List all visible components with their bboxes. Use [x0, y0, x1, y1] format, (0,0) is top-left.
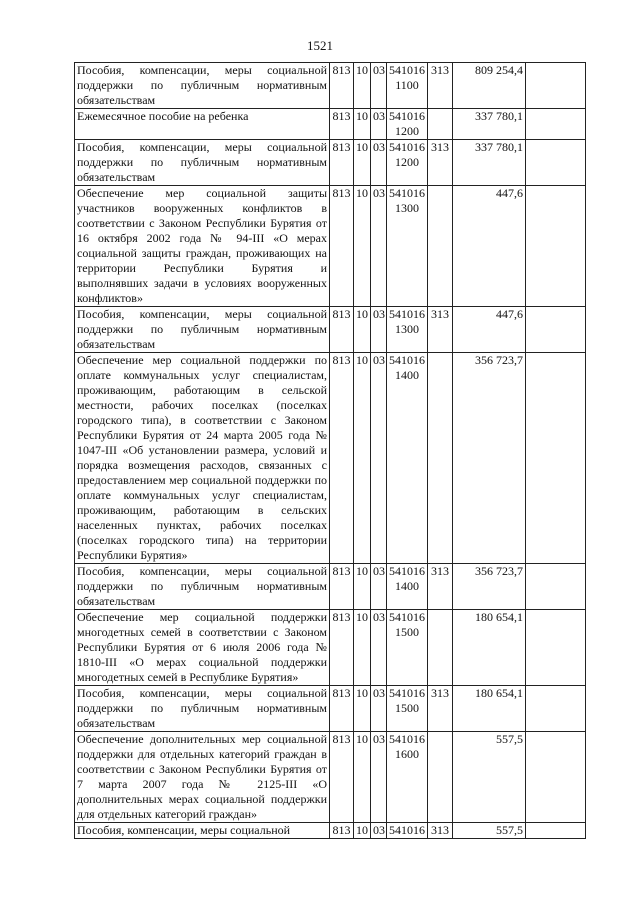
cell-rz: 10 — [354, 353, 371, 564]
page-number: 1521 — [307, 38, 333, 53]
cell-vr: 313 — [428, 564, 453, 610]
cell-pr: 03 — [371, 732, 387, 823]
cell-csr: 541016 — [387, 823, 428, 839]
cell-sum: 356 723,7 — [453, 353, 526, 564]
cell-pr: 03 — [371, 109, 387, 140]
cell-ved: 813 — [330, 307, 354, 353]
cell-rz: 10 — [354, 686, 371, 732]
cell-csr: 541016 1300 — [387, 186, 428, 307]
cell-csr: 541016 1100 — [387, 63, 428, 109]
cell-vr — [428, 109, 453, 140]
cell-empty — [526, 610, 586, 686]
cell-pr: 03 — [371, 140, 387, 186]
cell-csr: 541016 1200 — [387, 140, 428, 186]
cell-pr: 03 — [371, 63, 387, 109]
cell-csr: 541016 1500 — [387, 610, 428, 686]
cell-rz: 10 — [354, 610, 371, 686]
cell-vr — [428, 186, 453, 307]
cell-vr: 313 — [428, 307, 453, 353]
cell-sum: 557,5 — [453, 732, 526, 823]
cell-rz: 10 — [354, 63, 371, 109]
table-row — [75, 109, 586, 140]
cell-empty — [526, 109, 586, 140]
cell-ved: 813 — [330, 109, 354, 140]
cell-csr: 541016 1400 — [387, 353, 428, 564]
cell-empty — [526, 140, 586, 186]
table-row — [75, 823, 586, 839]
cell-pr: 03 — [371, 823, 387, 839]
cell-ved: 813 — [330, 140, 354, 186]
cell-rz: 10 — [354, 186, 371, 307]
cell-empty — [526, 63, 586, 109]
cell-ved: 813 — [330, 732, 354, 823]
table-row — [75, 564, 586, 610]
cell-name: Пособия, компенсации, меры социальной поддержки по публичным нормативным обязательствам — [75, 564, 330, 610]
cell-rz: 10 — [354, 109, 371, 140]
cell-ved: 813 — [330, 63, 354, 109]
cell-sum: 447,6 — [453, 307, 526, 353]
cell-csr: 541016 1500 — [387, 686, 428, 732]
table-body — [75, 63, 586, 839]
table-row — [75, 140, 586, 186]
cell-vr — [428, 610, 453, 686]
cell-empty — [526, 564, 586, 610]
cell-rz: 10 — [354, 564, 371, 610]
cell-ved: 813 — [330, 564, 354, 610]
table-row — [75, 353, 586, 564]
table-row — [75, 186, 586, 307]
cell-pr: 03 — [371, 610, 387, 686]
cell-name: Пособия, компенсации, меры социальной поддержки по публичным нормативным обязательствам — [75, 63, 330, 109]
cell-empty — [526, 307, 586, 353]
cell-empty — [526, 732, 586, 823]
cell-sum: 337 780,1 — [453, 109, 526, 140]
cell-pr: 03 — [371, 186, 387, 307]
cell-csr: 541016 1300 — [387, 307, 428, 353]
cell-rz: 10 — [354, 140, 371, 186]
cell-rz: 10 — [354, 823, 371, 839]
cell-name: Обеспечение мер социальной защиты участников вооруженных конфликтов в соответствии с Законом Республики Бурятия от 16 октября 2002 года № 94-III «О мерах социальной защиты граждан, проживающих на территории Республики Бурятия и выполнявших задачи в условиях вооруженных конфликтов» — [75, 186, 330, 307]
cell-pr: 03 — [371, 686, 387, 732]
cell-pr: 03 — [371, 353, 387, 564]
cell-csr: 541016 1400 — [387, 564, 428, 610]
cell-ved: 813 — [330, 610, 354, 686]
cell-name: Ежемесячное пособие на ребенка — [75, 109, 330, 140]
cell-csr: 541016 1200 — [387, 109, 428, 140]
cell-empty — [526, 686, 586, 732]
cell-name: Обеспечение дополнительных мер социальной поддержки для отдельных категорий граждан в соответствии с Законом Республики Бурятия от 7 марта 2007 года № 2125-III «О дополнительных мерах социальной поддержки для отдельных категорий граждан» — [75, 732, 330, 823]
cell-empty — [526, 823, 586, 839]
cell-sum: 557,5 — [453, 823, 526, 839]
cell-name: Обеспечение мер социальной поддержки многодетных семей в соответствии с Законом Республики Бурятия от 6 июля 2006 года № 1810-III «О мерах социальной поддержки многодетных семей в Республике Бурятия» — [75, 610, 330, 686]
cell-name: Пособия, компенсации, меры социальной поддержки по публичным нормативным обязательствам — [75, 140, 330, 186]
cell-name: Пособия, компенсации, меры социальной — [75, 823, 330, 839]
cell-vr: 313 — [428, 686, 453, 732]
cell-sum: 809 254,4 — [453, 63, 526, 109]
table-row — [75, 610, 586, 686]
table-row — [75, 732, 586, 823]
cell-vr: 313 — [428, 823, 453, 839]
cell-name: Пособия, компенсации, меры социальной поддержки по публичным нормативным обязательствам — [75, 686, 330, 732]
cell-ved: 813 — [330, 686, 354, 732]
cell-ved: 813 — [330, 186, 354, 307]
table-row — [75, 307, 586, 353]
cell-sum: 180 654,1 — [453, 686, 526, 732]
cell-rz: 10 — [354, 732, 371, 823]
cell-vr — [428, 353, 453, 564]
cell-sum: 337 780,1 — [453, 140, 526, 186]
cell-ved: 813 — [330, 353, 354, 564]
cell-name: Пособия, компенсации, меры социальной поддержки по публичным нормативным обязательствам — [75, 307, 330, 353]
cell-rz: 10 — [354, 307, 371, 353]
cell-vr: 313 — [428, 63, 453, 109]
cell-vr — [428, 732, 453, 823]
cell-sum: 180 654,1 — [453, 610, 526, 686]
cell-sum: 447,6 — [453, 186, 526, 307]
table-row — [75, 63, 586, 109]
cell-sum: 356 723,7 — [453, 564, 526, 610]
cell-empty — [526, 353, 586, 564]
cell-name: Обеспечение мер социальной поддержки по оплате коммунальных услуг специалистам, проживающим, работающим в сельской местности, рабочих поселках (поселках городского типа), в соответствии с Законом Республики Бурятия от 24 марта 2005 года № 1047-III «Об установлении размера, условий и порядка возмещения расходов, связанных с предоставлением мер социальной поддержки по оплате коммунальных услуг специалистам, проживающим, работающим в сельских населенных пунктах, рабочих поселках (поселках городского типа) на территории Республики Бурятия» — [75, 353, 330, 564]
cell-ved: 813 — [330, 823, 354, 839]
cell-pr: 03 — [371, 307, 387, 353]
budget-table — [74, 62, 586, 839]
cell-pr: 03 — [371, 564, 387, 610]
table-row — [75, 686, 586, 732]
cell-empty — [526, 186, 586, 307]
cell-vr: 313 — [428, 140, 453, 186]
cell-csr: 541016 1600 — [387, 732, 428, 823]
